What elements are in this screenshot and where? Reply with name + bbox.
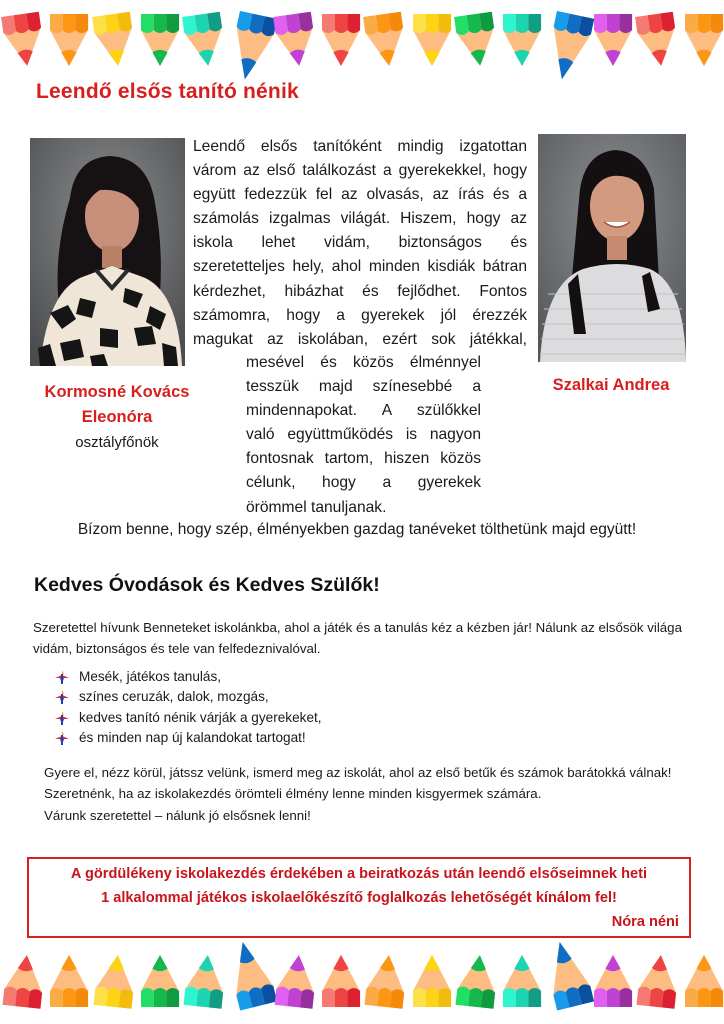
list-item: [55, 687, 322, 707]
green-pencil-icon: [140, 14, 180, 73]
teal-pencil-icon: [502, 14, 542, 73]
list-item-text: Mesék, játékos tanulás,: [79, 669, 222, 684]
yellow-pencil-icon: [91, 12, 139, 76]
red-pencil-icon: [0, 12, 48, 76]
list-item-text: színes ceruzák, dalok, mozgás,: [79, 689, 269, 705]
purple-pencil-icon: [593, 14, 633, 73]
section-heading: Kedves Óvodások és Kedves Szülők!: [34, 574, 380, 596]
page-title: Leendő elsős tanító nénik: [36, 80, 299, 103]
top-pencil-border: [0, 0, 724, 70]
green-pencil-icon: [454, 951, 500, 1014]
intro-line: együtt fedezzük fel az olvasás, az írás és a: [193, 186, 527, 204]
intro-paragraph-wide: [193, 135, 527, 352]
teacher-role-left: osztályfőnök: [75, 434, 159, 451]
teal-pencil-icon: [182, 951, 228, 1014]
orange-pencil-icon: [362, 12, 410, 76]
arrow-bullet-icon: [55, 690, 69, 704]
intro-line: örömmel tanuljanak.: [246, 498, 387, 516]
invite-paragraph: [44, 762, 694, 826]
orange-pencil-icon: [49, 953, 89, 1012]
list-item-text: és minden nap új kalandokat tartogat!: [79, 729, 306, 745]
intro-line: mesével és közös élménnyel: [246, 354, 481, 371]
intro-line: fontosnak tartom, hiszen közös: [246, 450, 481, 468]
orange-pencil-icon: [49, 14, 89, 73]
yellow-pencil-icon: [92, 951, 138, 1014]
teacher-photo-right: [538, 134, 686, 362]
intro-line: magukat az iskolában, ezért sok játékkal,: [193, 330, 527, 348]
blue-pencil-icon: [222, 935, 278, 1016]
intro-line: Leendő elsős tanítóként mindig izgatottan: [193, 138, 527, 155]
list-item: [55, 708, 322, 728]
intro-paragraph-narrow: [246, 351, 481, 520]
portrait-image: [30, 138, 185, 366]
feature-list: [55, 667, 322, 748]
teacher-name-right: [530, 373, 692, 398]
intro-line: számolás izgalmas világát. Hiszem, hogy az: [193, 210, 527, 228]
blue-pencil-icon: [539, 935, 595, 1016]
orange-pencil-icon: [363, 951, 409, 1014]
teal-pencil-icon: [502, 953, 542, 1012]
invite-line: Várunk szeretettel – nálunk jó elsősnek lenni!: [44, 807, 311, 823]
red-pencil-icon: [321, 14, 361, 73]
portrait-image: [538, 134, 686, 362]
blue-pencil-icon: [223, 11, 277, 91]
yellow-pencil-icon: [412, 14, 452, 73]
intro-line: kérdezhet, hibázhat és fejlődhet. Fontos: [193, 282, 527, 300]
notice-line: A gördülékeny iskolakezdés érdekében a beiratkozás után leendő elsőseimnek heti: [70, 866, 648, 882]
green-pencil-icon: [140, 953, 180, 1012]
red-pencil-icon: [634, 12, 682, 76]
red-pencil-icon: [1, 951, 47, 1014]
invite-line: Szeretnénk, ha az iskolakezdés örömteli élmény lenne minden kisgyermek számára.: [44, 786, 542, 802]
yellow-pencil-icon: [412, 953, 452, 1012]
list-item: [55, 728, 322, 748]
teal-pencil-icon: [181, 12, 229, 76]
purple-pencil-icon: [273, 951, 319, 1014]
arrow-bullet-icon: [55, 731, 69, 745]
arrow-bullet-icon: [55, 711, 69, 725]
intro-line: számomra, hogy a gyerekek jól érezzék: [193, 306, 527, 324]
notice-line: 1 alkalommal játékos iskolaelőkészítő foglalkozás lehetőségét kínálom fel!: [101, 890, 617, 906]
orange-pencil-icon: [684, 14, 724, 73]
welcome-paragraph: Szeretettel hívunk Benneteket iskolánkba, ahol a játék és a tanulás kéz a kézben jár! Nálunk az elsősök világa vidám, biztonságos és tele van felfedeznivalóval.: [33, 620, 682, 657]
bottom-pencil-border: [0, 935, 724, 1024]
purple-pencil-icon: [593, 953, 633, 1012]
list-item-text: kedves tanító nénik várják a gyerekeket,: [79, 709, 322, 725]
red-pencil-icon: [321, 953, 361, 1012]
teacher-name-line: Szalkai Andrea: [552, 376, 670, 394]
orange-pencil-icon: [684, 953, 724, 1012]
arrow-bullet-icon: [55, 670, 69, 684]
intro-line: iskola lehet vidám, biztonságos és: [193, 234, 527, 252]
intro-line: tesszük majd színesebbé a: [246, 378, 481, 396]
teacher-name-left: [24, 380, 210, 430]
green-pencil-icon: [453, 12, 501, 76]
teacher-name-line: Kormosné Kovács: [44, 383, 190, 401]
intro-line: várom az első találkozást a gyerekekkel, hogy: [193, 162, 527, 180]
intro-line: mindennapokat. A szülőkkel: [246, 402, 481, 420]
list-item: [55, 667, 322, 687]
blue-pencil-icon: [540, 11, 594, 91]
teacher-name-line: Eleonóra: [81, 408, 153, 426]
invite-line: Gyere el, nézz körül, játssz velünk, ismerd meg az iskolát, ahol az első betűk és számok barátokká válnak!: [44, 765, 672, 780]
intro-line: való együttműködés is nagyon: [246, 426, 481, 444]
intro-closing-line: Bízom benne, hogy szép, élményekben gazdag tanéveket tölthetünk majd együtt!: [77, 521, 637, 538]
red-pencil-icon: [635, 951, 681, 1014]
notice-signature: Nóra néni: [611, 914, 679, 930]
purple-pencil-icon: [272, 12, 320, 76]
notice-box: [27, 857, 691, 938]
intro-line: szeretetteljes hely, ahol minden kisdiák bátran: [193, 258, 527, 276]
teacher-photo-left: [30, 138, 185, 366]
intro-line: célunk, hogy a gyerekek: [246, 474, 481, 492]
